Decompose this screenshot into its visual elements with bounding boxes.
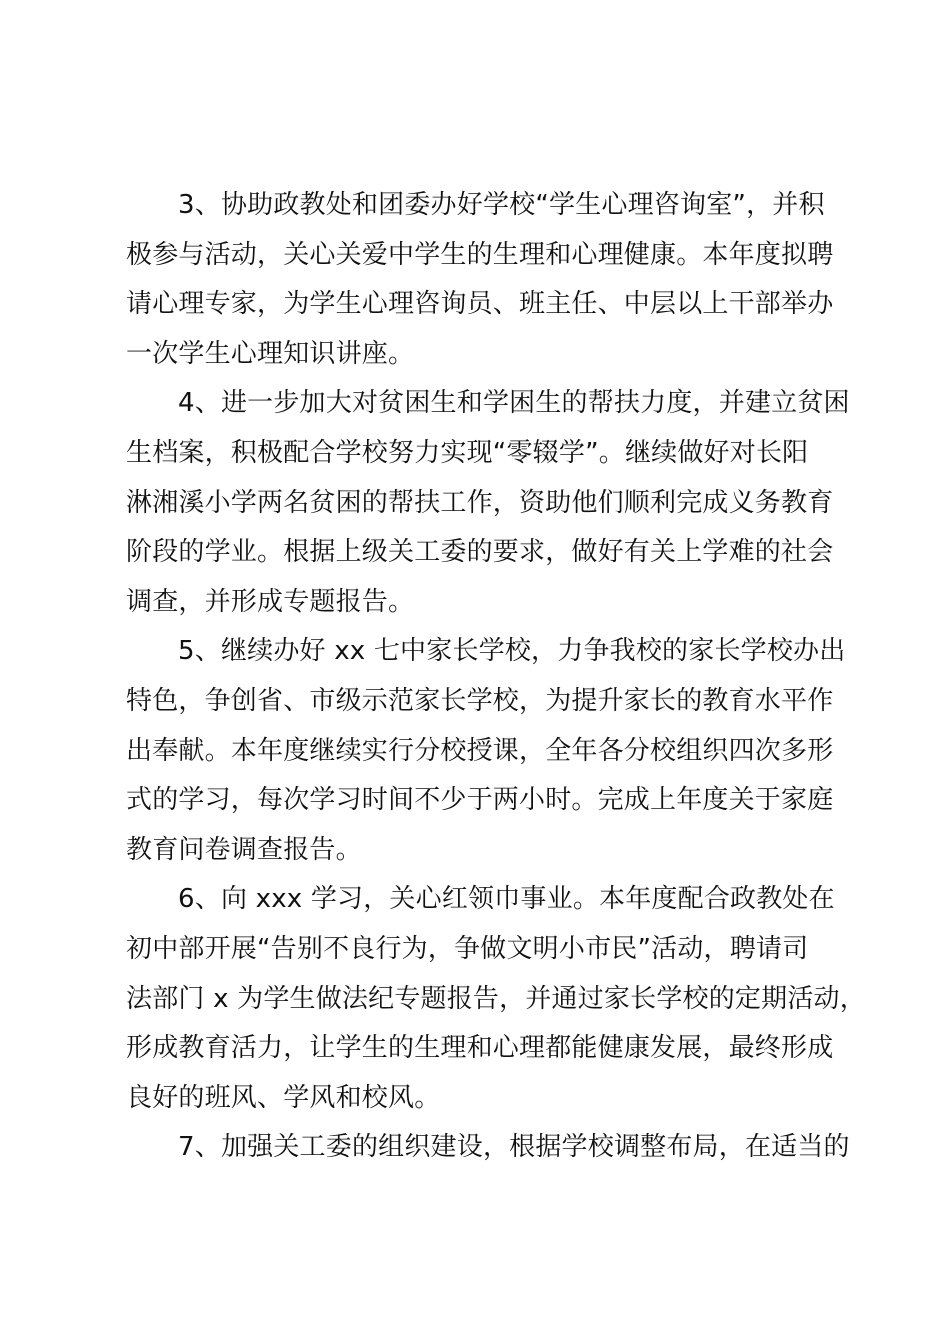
text-line: 生档案，积极配合学校努力实现“零辍学”。继续做好对长阳 (126, 437, 809, 468)
text-line: 请心理专家，为学生心理咨询员、班主任、中层以上干部举办 (126, 289, 834, 320)
paragraph-3 (126, 181, 832, 379)
paragraph-5 (126, 627, 846, 875)
text-line: 形成教育活力，让学生的生理和心理都能健康发展，最终形成 (126, 1033, 834, 1064)
text-line: 淋湘溪小学两名贫困的帮扶工作，资助他们顺利完成义务教育 (126, 487, 834, 518)
text-line: 4、进一步加大对贫困生和学困生的帮扶力度，并建立贫困 (178, 388, 850, 419)
text-line: 一次学生心理知识讲座。 (126, 338, 415, 369)
text-line: 初中部开展“告别不良行为，争做文明小市民”活动，聘请司 (126, 933, 809, 964)
text-line: 调查，并形成专题报告。 (126, 586, 415, 617)
document-body (126, 181, 866, 1173)
text-line: 3、协助政教处和团委办好学校“学生心理咨询室”，并积 (178, 190, 825, 220)
text-line: 5、继续办好 xx 七中家长学校，力争我校的家长学校办出 (178, 636, 846, 667)
text-line: 出奉献。本年度继续实行分校授课，全年各分校组织四次多形 (126, 735, 834, 766)
text-line: 特色，争创省、市级示范家长学校，为提升家长的教育水平作 (126, 685, 834, 716)
text-line: 极参与活动，关心关爱中学生的生理和心理健康。本年度拟聘 (126, 239, 834, 270)
text-line: 6、向 xxx 学习，关心红领巾事业。本年度配合政教处在 (178, 884, 835, 915)
text-line: 教育问卷调查报告。 (126, 834, 362, 865)
text-line: 7、加强关工委的组织建设，根据学校调整布局，在适当的 (178, 1132, 850, 1163)
text-line: 式的学习，每次学习时间不少于两小时。完成上年度关于家庭 (126, 785, 834, 816)
text-line: 良好的班风、学风和校风。 (126, 1082, 441, 1113)
paragraph-7 (126, 1123, 850, 1173)
paragraph-4 (126, 379, 850, 627)
text-line: 阶段的学业。根据上级关工委的要求，做好有关上学难的社会 (126, 537, 834, 568)
paragraph-6 (126, 875, 866, 1123)
text-line: 法部门 x 为学生做法纪专题报告，并通过家长学校的定期活动， (126, 983, 866, 1014)
